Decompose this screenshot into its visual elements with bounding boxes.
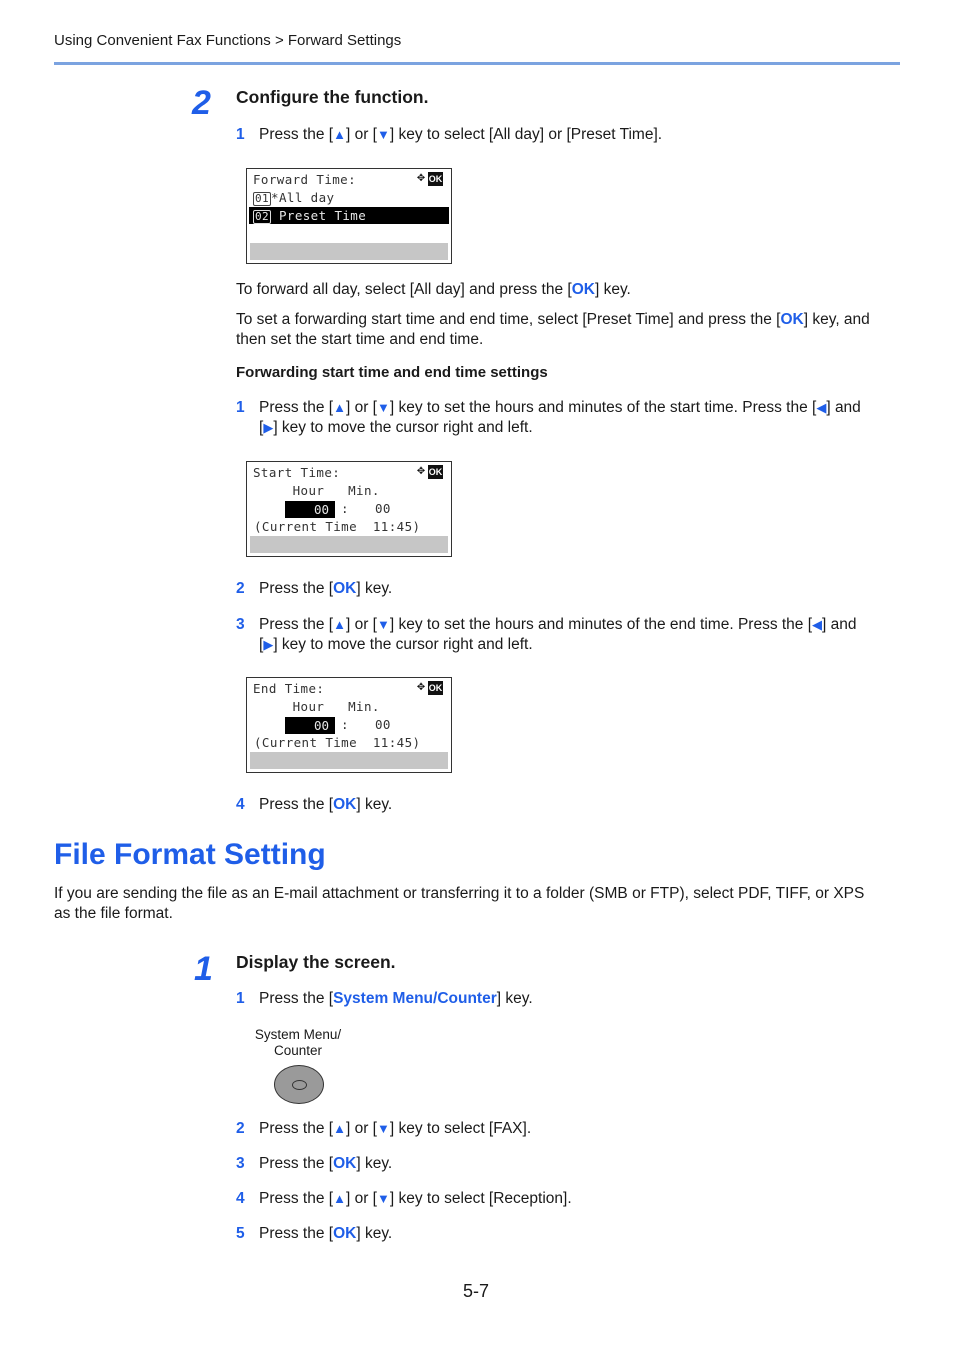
paragraph: To forward all day, select [All day] and press the [OK] key.	[236, 281, 631, 298]
down-arrow-icon: ▼	[376, 1121, 390, 1136]
down-arrow-icon: ▼	[376, 617, 390, 632]
list-text: Press the [▲] or [▼] key to set the hours and minutes of the end time. Press the [◀] and [▶] key to move the cursor right and left.	[259, 616, 857, 653]
up-arrow-icon: ▲	[333, 127, 346, 142]
screen-function-bar	[250, 536, 448, 553]
screen-function-bar	[250, 752, 448, 769]
time-separator: :	[341, 501, 349, 516]
option-all-day: 01 *All day	[255, 190, 335, 205]
step-number: 2	[192, 84, 211, 122]
section-intro: If you are sending the file as an E-mail attachment or transferring it to a folder (SMB or FTP), select PDF, TIFF, or XPS as the file format.	[54, 885, 865, 922]
minute-field: 00	[375, 501, 391, 516]
list-text: Press the [OK] key.	[259, 796, 393, 813]
down-arrow-icon: ▼	[376, 400, 390, 415]
header-divider	[54, 62, 900, 65]
list-number: 3	[236, 616, 245, 633]
step-heading: Display the screen.	[236, 952, 396, 972]
screen-title: End Time:	[253, 681, 325, 696]
list-number: 3	[236, 1155, 245, 1172]
section-title: File Format Setting	[54, 838, 326, 871]
left-arrow-icon: ◀	[812, 617, 823, 632]
page-number: 5-7	[463, 1281, 490, 1301]
system-menu-counter-key-icon	[274, 1065, 324, 1104]
list-number: 4	[236, 1190, 245, 1207]
lcd-screen-forward-time	[246, 168, 452, 264]
lcd-screen-end-time	[246, 677, 452, 773]
list-text: Press the [▲] or [▼] key to set the hours and minutes of the start time. Press the [◀] and [▶] key to move the cursor right and left.	[259, 399, 861, 436]
screen-title: Start Time:	[253, 465, 341, 480]
list-text: Press the [OK] key.	[259, 580, 393, 597]
option-preset-time-selected: 02 Preset Time	[249, 207, 449, 224]
up-arrow-icon: ▲	[333, 400, 346, 415]
down-arrow-icon: ▼	[376, 1191, 390, 1206]
hour-field-selected: 00	[285, 717, 335, 734]
list-text: Press the [System Menu/Counter] key.	[259, 990, 533, 1007]
list-text: Press the [▲] or [▼] key to select [Reception].	[259, 1190, 572, 1207]
up-arrow-icon: ▲	[333, 1121, 346, 1136]
down-arrow-icon: ▼	[376, 127, 390, 142]
hour-field-selected: 00	[285, 501, 335, 518]
list-number: 5	[236, 1225, 245, 1242]
right-arrow-icon: ▶	[263, 419, 274, 435]
list-number: 1	[236, 126, 245, 143]
breadcrumb: Using Convenient Fax Functions > Forward Settings	[54, 32, 402, 49]
ok-icon: OK	[428, 174, 443, 184]
move-cursor-icon: ✥	[417, 463, 425, 478]
ok-icon: OK	[428, 683, 443, 693]
list-text: Press the [OK] key.	[259, 1155, 393, 1172]
move-cursor-icon: ✥	[417, 679, 425, 694]
step-number: 1	[194, 950, 213, 988]
current-time: (Current Time 11:45)	[254, 735, 421, 750]
screen-title: Forward Time:	[253, 172, 357, 187]
up-arrow-icon: ▲	[333, 617, 346, 632]
subheading: Forwarding start time and end time settings	[236, 364, 548, 381]
list-number: 4	[236, 796, 245, 813]
paragraph: To set a forwarding start time and end time, select [Preset Time] and press the [OK] key, and then set the start time and end time.	[236, 311, 870, 348]
minute-field: 00	[375, 717, 391, 732]
lcd-screen-start-time	[246, 461, 452, 557]
ok-icon: OK	[428, 467, 443, 477]
column-labels: Hour Min.	[253, 483, 380, 498]
list-number: 2	[236, 580, 245, 597]
step-heading: Configure the function.	[236, 87, 429, 107]
list-number: 1	[236, 399, 245, 416]
list-text: Press the [OK] key.	[259, 1225, 393, 1242]
key-label: System Menu/ Counter	[254, 1027, 342, 1058]
list-number: 2	[236, 1120, 245, 1137]
right-arrow-icon: ▶	[263, 636, 274, 652]
list-text: Press the [▲] or [▼] key to select [FAX].	[259, 1120, 532, 1137]
current-time: (Current Time 11:45)	[254, 519, 421, 534]
screen-function-bar	[250, 243, 448, 260]
list-number: 1	[236, 990, 245, 1007]
move-cursor-icon: ✥	[417, 170, 425, 185]
column-labels: Hour Min.	[253, 699, 380, 714]
left-arrow-icon: ◀	[816, 400, 827, 415]
time-separator: :	[341, 717, 349, 732]
up-arrow-icon: ▲	[333, 1191, 346, 1206]
list-text: Press the [▲] or [▼] key to select [All day] or [Preset Time].	[259, 126, 663, 143]
